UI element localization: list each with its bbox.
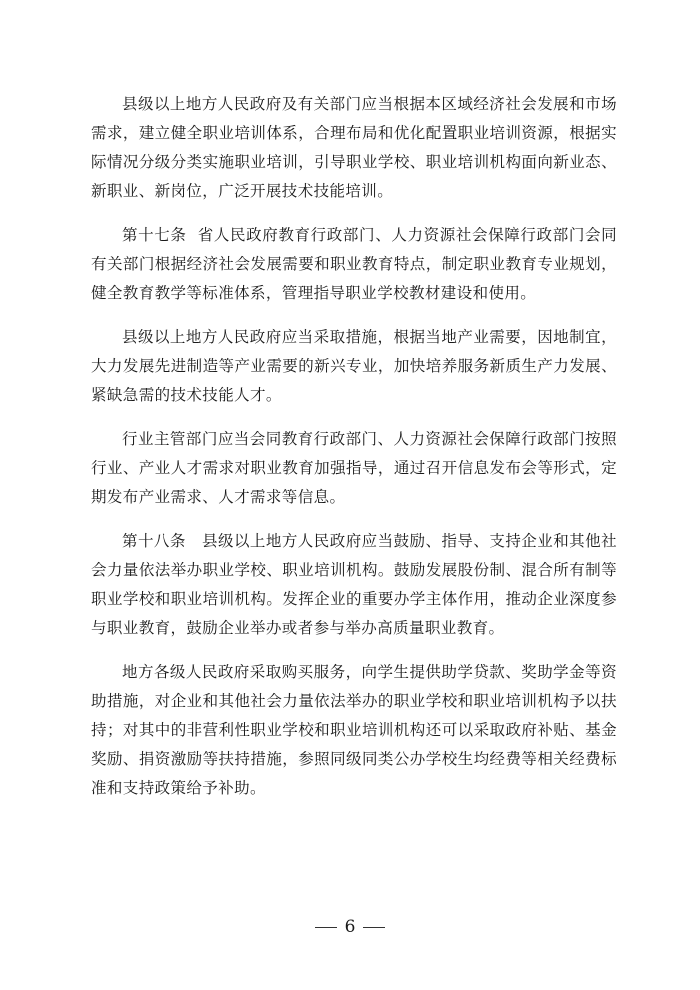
paragraph: 县级以上地方人民政府应当采取措施，根据当地产业需要，因地制宜，大力发展先进制造等产业需要的新兴专业，加快培养服务新质生产力发展、紧缺急需的技术技能人才。 [91,328,617,404]
page-number: 6 [344,917,356,937]
paragraph-article-18 [91,527,617,643]
document-body [91,90,617,818]
article-number: 第十七条 [122,226,187,244]
page-footer [0,917,700,937]
article-number: 第十八条 [122,532,186,550]
footer-dash-left [315,927,337,928]
footer-dash-right [363,927,385,928]
paragraph-article-17 [91,221,617,308]
paragraph: 地方各级人民政府采取购买服务，向学生提供助学贷款、奖助学金等资助措施，对企业和其他社会力量依法举办的职业学校和职业培训机构予以扶持；对其中的非营利性职业学校和职业培训机构还可以采取政府补贴、基金奖励、捐资激励等扶持措施，参照同级同类公办学校生均经费等相关经费标准和支持政策给予补助。 [91,663,617,797]
article-text: 县级以上地方人民政府应当鼓励、指导、支持企业和其他社会力量依法举办职业学校、职业培训机构。鼓励发展股份制、混合所有制等职业学校和职业培训机构。发挥企业的重要办学主体作用，推动企业深度参与职业教育，鼓励企业举办或者参与举办高质量职业教育。 [91,532,617,637]
paragraph: 行业主管部门应当会同教育行政部门、人力资源社会保障行政部门按照行业、产业人才需求对职业教育加强指导，通过召开信息发布会等形式，定期发布产业需求、人才需求等信息。 [91,430,617,506]
paragraph: 县级以上地方人民政府及有关部门应当根据本区域经济社会发展和市场需求，建立健全职业培训体系，合理布局和优化配置职业培训资源，根据实际情况分级分类实施职业培训，引导职业学校、职业培训机构面向新业态、新职业、新岗位，广泛开展技术技能培训。 [91,95,617,200]
article-text: 省人民政府教育行政部门、人力资源社会保障行政部门会同有关部门根据经济社会发展需要和职业教育特点，制定职业教育专业规划，健全教育教学等标准体系，管理指导职业学校教材建设和使用。 [91,226,617,302]
